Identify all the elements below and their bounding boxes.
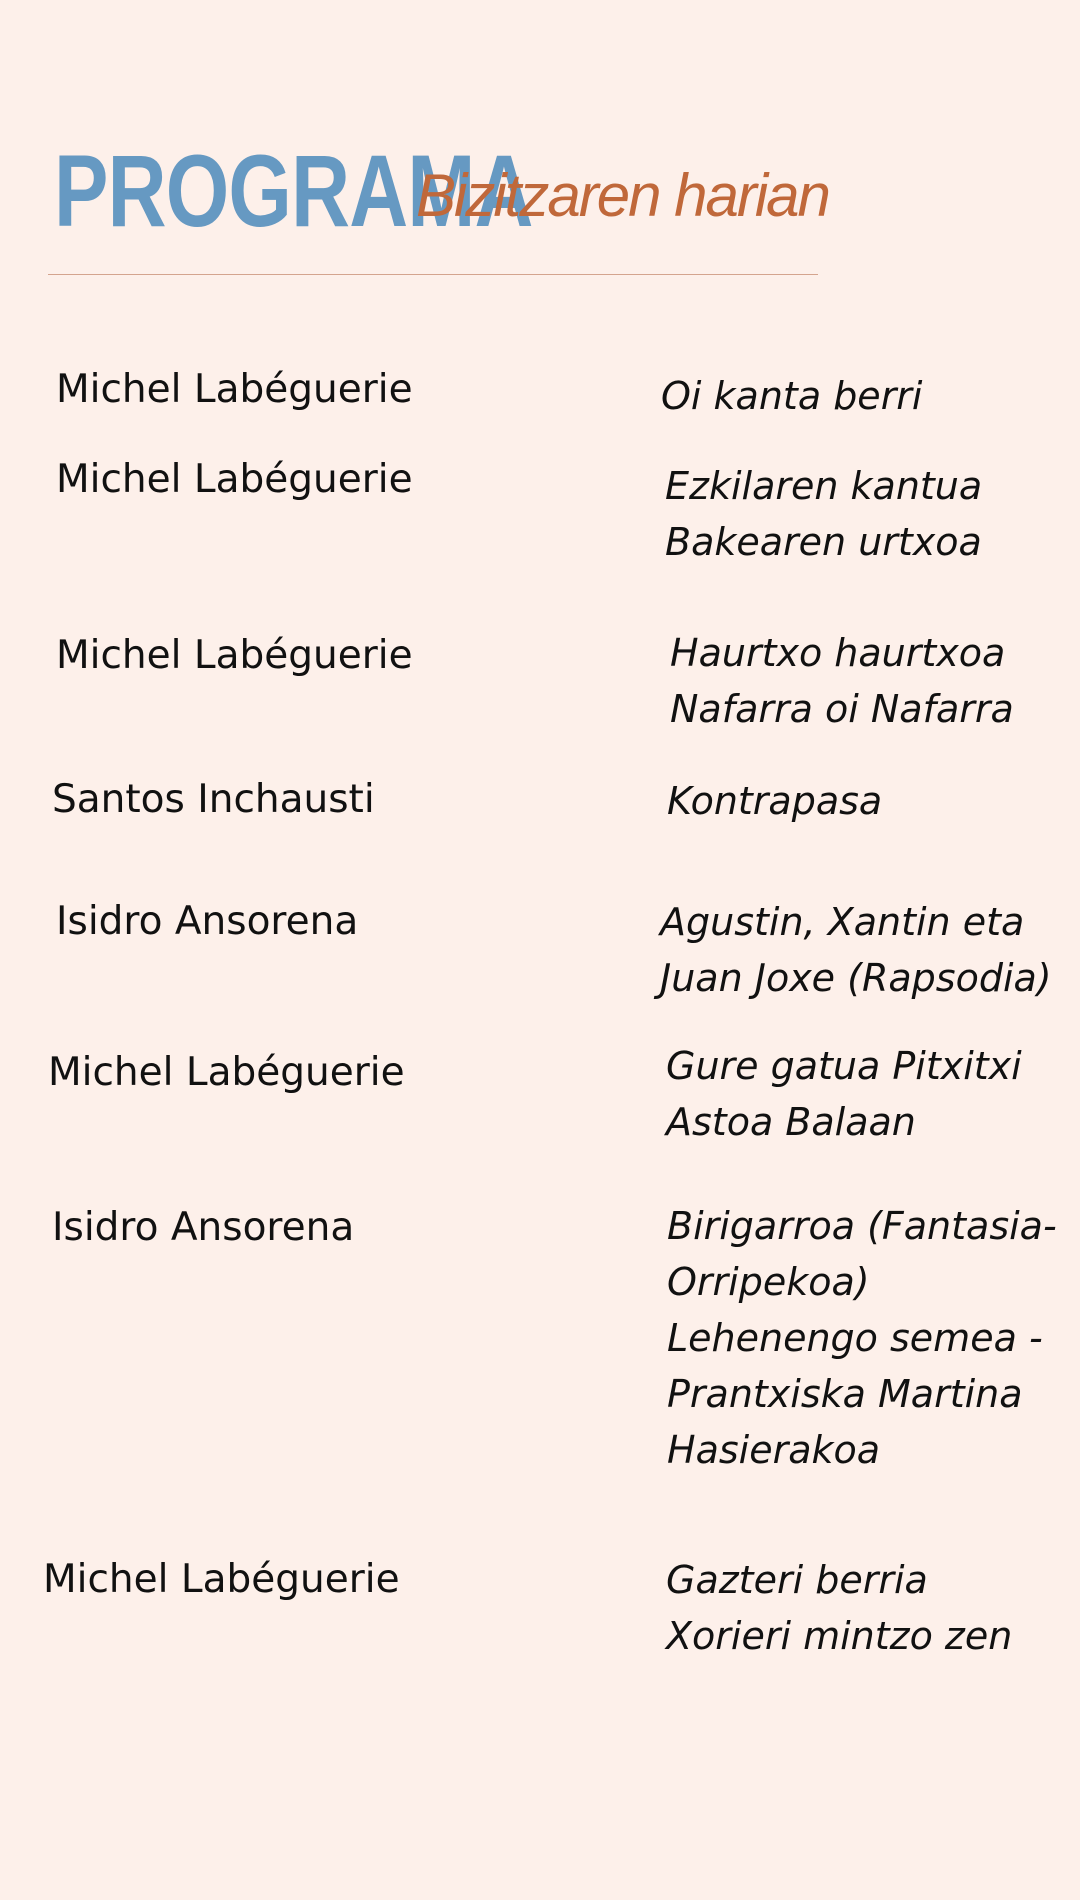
work-title: Juan Joxe (Rapsodia) <box>660 956 1052 1000</box>
composer-name: Isidro Ansorena <box>52 1205 355 1250</box>
work-titles <box>665 458 982 570</box>
work-title: Prantxiska Martina <box>667 1372 1023 1416</box>
work-title: Kontrapasa <box>667 779 883 823</box>
work-title: Orripekoa) <box>667 1260 870 1304</box>
work-titles <box>661 368 923 424</box>
work-title: Agustin, Xantin eta <box>660 900 1025 944</box>
composer-name: Santos Inchausti <box>52 777 375 822</box>
work-title: Ezkilaren kantua <box>665 464 983 508</box>
composer-name: Michel Labéguerie <box>56 633 413 678</box>
page-title: PROGRAMA <box>54 134 533 248</box>
composer-name: Michel Labéguerie <box>56 457 413 502</box>
work-title: Lehenengo semea - <box>667 1316 1043 1360</box>
work-titles <box>660 894 1052 1006</box>
work-title: Astoa Balaan <box>666 1100 916 1144</box>
composer-name: Isidro Ansorena <box>56 899 359 944</box>
work-titles <box>670 625 1014 737</box>
composer-name: Michel Labéguerie <box>43 1557 400 1602</box>
work-title: Hasierakoa <box>667 1428 881 1472</box>
work-title: Birigarroa (Fantasia- <box>667 1204 1057 1248</box>
work-titles <box>667 773 882 829</box>
work-title: Haurtxo haurtxoa <box>670 631 1006 675</box>
work-title: Oi kanta berri <box>661 374 923 418</box>
work-title: Xorieri mintzo zen <box>666 1614 1013 1658</box>
work-title: Gure gatua Pitxitxi <box>666 1044 1022 1088</box>
composer-name: Michel Labéguerie <box>56 367 413 412</box>
page-subtitle: Bizitzaren harian <box>416 162 829 229</box>
work-title: Gazteri berria <box>666 1558 928 1602</box>
work-title: Nafarra oi Nafarra <box>670 687 1014 731</box>
work-titles <box>667 1198 1057 1478</box>
work-titles <box>666 1038 1022 1150</box>
work-title: Bakearen urtxoa <box>665 520 982 564</box>
composer-name: Michel Labéguerie <box>48 1050 405 1095</box>
header-divider <box>48 274 818 275</box>
work-titles <box>666 1552 1012 1664</box>
